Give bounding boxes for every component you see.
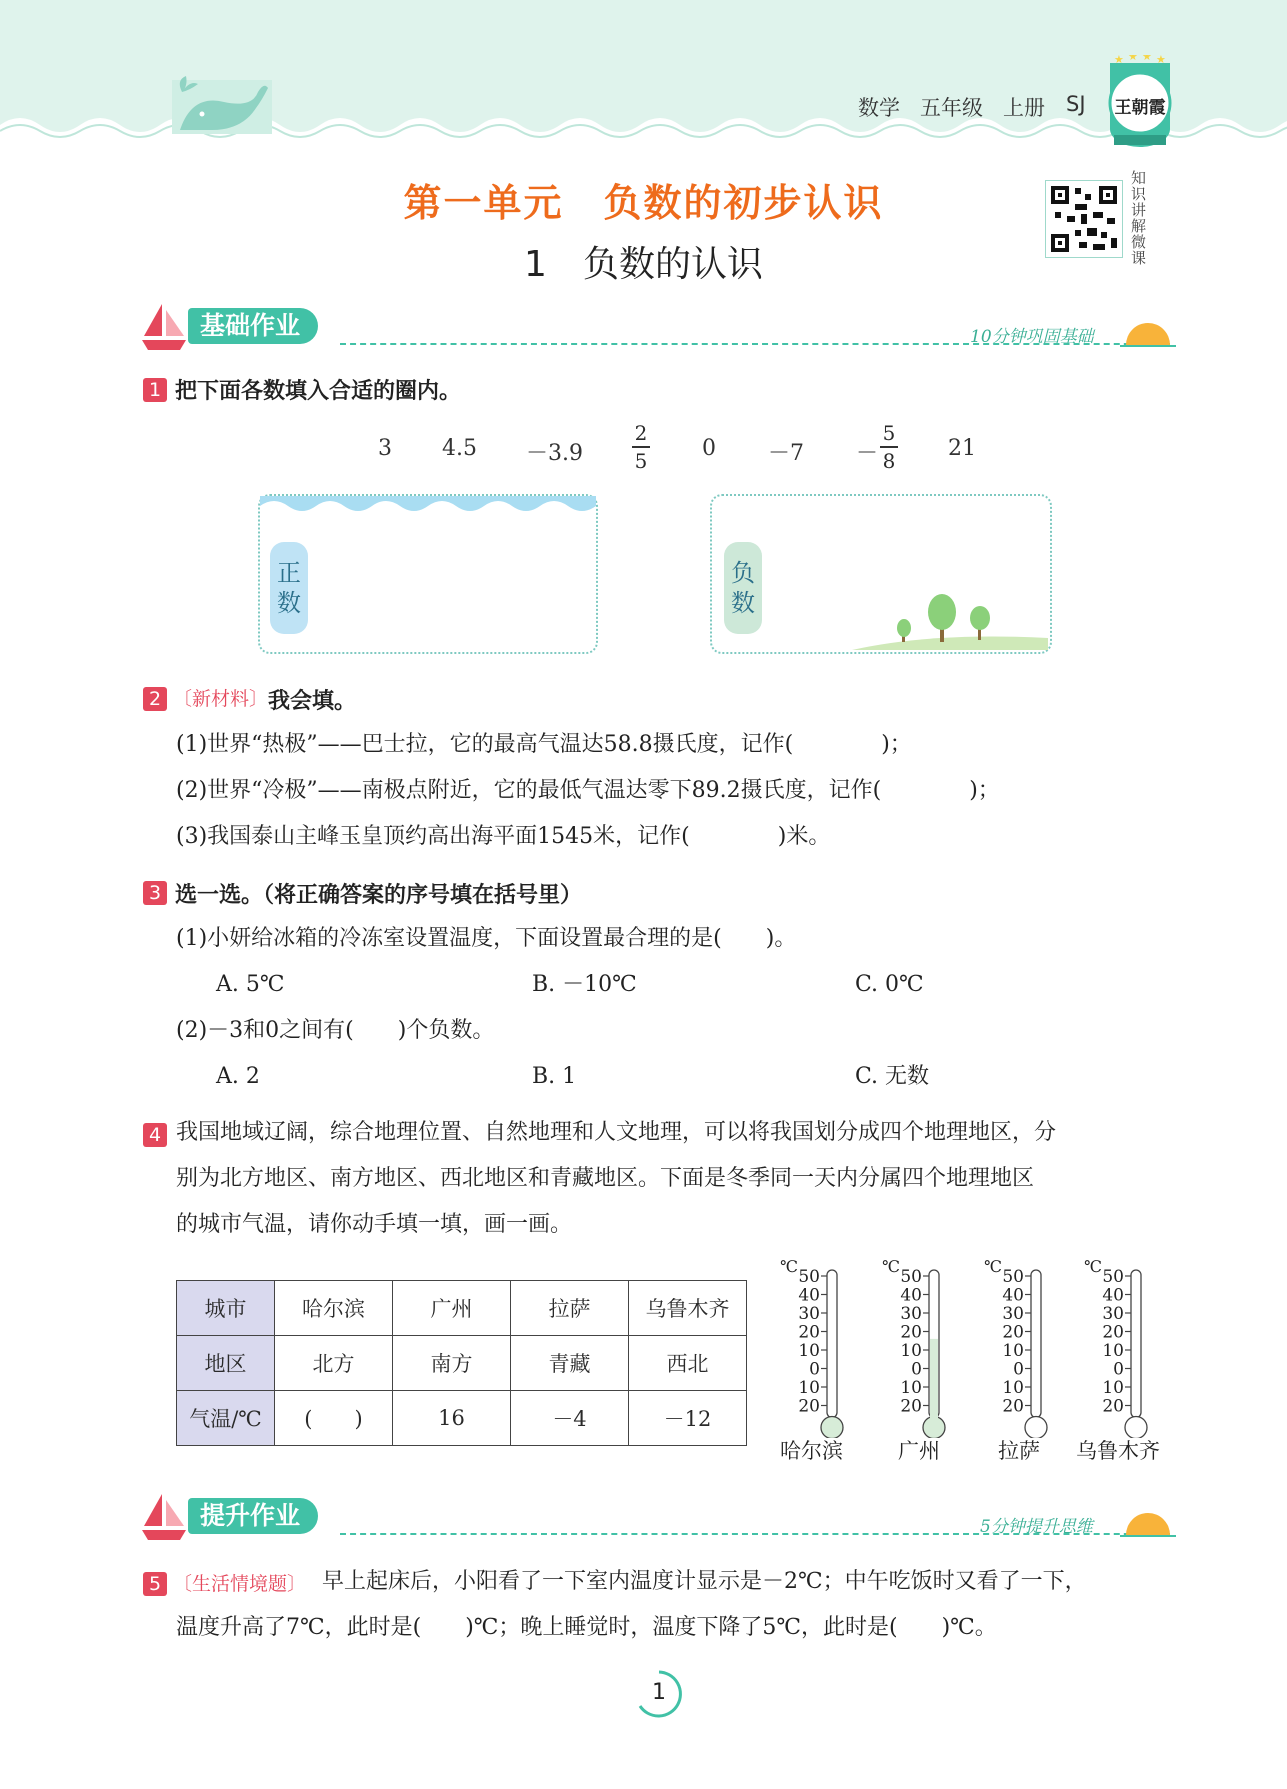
question-line: 的城市气温，请你动手填一填，画一画。 — [176, 1212, 573, 1237]
trees-decoration — [852, 582, 1048, 650]
tick-label: 10 — [1102, 1378, 1124, 1398]
tick-label: 20 — [1002, 1396, 1024, 1417]
number-item: －7 — [768, 441, 804, 466]
number-item: 3 — [378, 436, 392, 461]
thermometer-label: 乌鲁木齐 — [1076, 1439, 1160, 1463]
brand-text: 王朝霞 — [1114, 98, 1166, 118]
thermometer-unit: ℃ — [1084, 1258, 1102, 1276]
question-number: 4 — [143, 1123, 167, 1147]
temperature-table — [176, 1280, 747, 1446]
option-c[interactable]: C. 0℃ — [855, 972, 924, 997]
tick-label: 10 — [1002, 1378, 1024, 1398]
tick-label: 10 — [1002, 1341, 1024, 1361]
tick-label: 20 — [1102, 1322, 1124, 1343]
tick-label: 10 — [900, 1378, 922, 1398]
table-cell: 青藏 — [511, 1336, 629, 1391]
fraction-sign: － — [856, 441, 879, 466]
option-a[interactable]: A. 5℃ — [216, 972, 285, 997]
qr-code-icon[interactable] — [1045, 180, 1123, 258]
tick-label: 50 — [900, 1267, 922, 1287]
fraction-numerator: 2 — [634, 421, 648, 445]
table-cell: 哈尔滨 — [275, 1281, 393, 1336]
question-title: 选一选。（将正确答案的序号填在括号里） — [175, 883, 583, 908]
thermometer-label: 拉萨 — [998, 1439, 1040, 1463]
question-line: (2)世界“冷极”——南极点附近，它的最低气温达零下89.2摄氏度，记作( )； — [176, 778, 1000, 803]
tick-label: 0 — [1113, 1359, 1124, 1380]
question-number: 2 — [143, 687, 167, 711]
tick-label: 30 — [900, 1304, 922, 1324]
positive-number-box[interactable] — [258, 494, 598, 654]
unit-title: 第一单元 负数的初步认识 — [403, 181, 884, 225]
tick-label: 10 — [1102, 1341, 1124, 1361]
brand-badge — [1100, 55, 1180, 150]
tick-label: 20 — [900, 1322, 922, 1343]
thermometer-group — [776, 1258, 1176, 1438]
question-tag: 〔新材料〕 — [173, 688, 269, 710]
table-cell: 广州 — [393, 1281, 511, 1336]
thermometer-unit: ℃ — [780, 1258, 798, 1276]
section-basic-note: 10分钟巩固基础 — [970, 327, 1094, 347]
table-cell: 乌鲁木齐 — [629, 1281, 747, 1336]
number-item: －3.9 — [526, 441, 583, 466]
row-header: 城市 — [177, 1281, 275, 1336]
volume-label: 上册 — [1003, 96, 1045, 120]
fraction-positive — [632, 422, 650, 472]
question-line: 我国地域辽阔，综合地理位置、自然地理和人文地理，可以将我国划分成四个地理地区，分 — [176, 1120, 1057, 1145]
tick-label: 10 — [798, 1341, 820, 1361]
tick-label: 10 — [900, 1341, 922, 1361]
sailboat-icon — [140, 300, 188, 352]
negative-number-box[interactable] — [710, 494, 1052, 654]
option-b[interactable]: B. 1 — [532, 1064, 577, 1089]
table-row — [177, 1336, 747, 1391]
question-tag: 〔生活情境题〕 — [173, 1573, 307, 1595]
tick-label: 0 — [809, 1359, 820, 1380]
thermometer-tube — [827, 1270, 837, 1418]
tick-label: 50 — [1002, 1267, 1024, 1287]
question-line: (3)我国泰山主峰玉皇顶约高出海平面1545米，记作( )米。 — [176, 824, 831, 849]
mercury-level — [930, 1339, 938, 1420]
section-advanced-note: 5分钟提升思维 — [980, 1517, 1093, 1537]
tick-label: 20 — [798, 1396, 820, 1417]
qr-label: 知识讲解微课 — [1131, 169, 1147, 267]
fraction-denominator: 8 — [882, 448, 896, 473]
lesson-title: 1 负数的认识 — [524, 244, 763, 285]
table-cell: 西北 — [629, 1336, 747, 1391]
question-line: (1)世界“热极”——巴士拉，它的最高气温达58.8摄氏度，记作( )； — [176, 732, 912, 757]
number-item: 0 — [702, 436, 716, 461]
tick-label: 0 — [911, 1359, 922, 1380]
tick-label: 0 — [1013, 1359, 1024, 1380]
tick-label: 40 — [1102, 1285, 1124, 1306]
question-line: 早上起床后，小阳看了一下室内温度计显示是－2℃；中午吃饭时又看了一下， — [322, 1569, 1087, 1594]
fraction-numerator: 5 — [882, 421, 896, 445]
tick-label: 40 — [798, 1285, 820, 1306]
question-number: 3 — [143, 881, 167, 905]
option-a[interactable]: A. 2 — [216, 1064, 260, 1089]
svg-text:★: ★ — [1128, 55, 1138, 63]
question-number: 5 — [143, 1572, 167, 1596]
table-cell: －12 — [629, 1391, 747, 1446]
thermometer[interactable] — [776, 1258, 876, 1438]
tick-label: 40 — [1002, 1285, 1024, 1306]
question-line: (1)小妍给冰箱的冷冻室设置温度，下面设置最合理的是( )。 — [176, 926, 797, 951]
table-cell: －4 — [511, 1391, 629, 1446]
question-title: 我会填。 — [268, 689, 357, 714]
answer-cell[interactable]: ( ) — [275, 1391, 393, 1446]
sailboat-icon — [140, 1490, 188, 1542]
question-text: 把下面各数填入合适的圈内。 — [175, 379, 462, 404]
thermometer[interactable] — [1080, 1258, 1180, 1438]
question-line: 别为北方地区、南方地区、西北地区和青藏地区。下面是冬季同一天内分属四个地理地区 — [176, 1166, 1035, 1191]
svg-text:★: ★ — [1114, 55, 1124, 66]
svg-text:★: ★ — [1142, 55, 1152, 63]
thermometer-tube — [1131, 1270, 1141, 1418]
option-c[interactable]: C. 无数 — [855, 1064, 930, 1089]
whale-icon — [172, 72, 272, 134]
negative-label: 负数 — [724, 542, 762, 634]
thermometer-tube — [1031, 1270, 1041, 1418]
tick-label: 20 — [1002, 1322, 1024, 1343]
thermometer-unit: ℃ — [984, 1258, 1002, 1276]
fraction-negative — [880, 422, 898, 472]
table-row — [177, 1281, 747, 1336]
table-cell: 北方 — [275, 1336, 393, 1391]
sunset-icon — [1120, 1505, 1176, 1539]
thermometer-label: 广州 — [898, 1439, 940, 1463]
tick-label: 20 — [798, 1322, 820, 1343]
tick-label: 10 — [798, 1378, 820, 1398]
tick-label: 20 — [1102, 1396, 1124, 1417]
number-item: 21 — [948, 436, 976, 461]
subject-label: 数学 — [858, 96, 900, 120]
svg-text:★: ★ — [1156, 55, 1166, 66]
page-number: 1 — [652, 1680, 666, 1705]
question-line: (2)－3和0之间有( )个负数。 — [176, 1018, 495, 1043]
table-cell: 拉萨 — [511, 1281, 629, 1336]
fraction-denominator: 5 — [634, 448, 648, 473]
thermometer[interactable] — [878, 1258, 978, 1438]
table-cell: 南方 — [393, 1336, 511, 1391]
grade-label: 五年级 — [920, 96, 983, 120]
tick-label: 20 — [900, 1396, 922, 1417]
table-cell: 16 — [393, 1391, 511, 1446]
section-basic-label: 基础作业 — [188, 308, 318, 344]
edition-label: SJ — [1066, 92, 1086, 116]
water-wave-decoration — [260, 496, 596, 518]
tick-label: 30 — [798, 1304, 820, 1324]
row-header: 地区 — [177, 1336, 275, 1391]
section-advanced-label: 提升作业 — [188, 1498, 318, 1534]
question-number: 1 — [143, 378, 167, 402]
tick-label: 40 — [900, 1285, 922, 1306]
row-header: 气温/℃ — [177, 1391, 275, 1446]
sunset-icon — [1120, 315, 1176, 349]
thermometer-unit: ℃ — [882, 1258, 900, 1276]
number-item: 4.5 — [442, 436, 477, 461]
tick-label: 30 — [1102, 1304, 1124, 1324]
tick-label: 50 — [798, 1267, 820, 1287]
tick-label: 50 — [1102, 1267, 1124, 1287]
thermometer[interactable] — [980, 1258, 1080, 1438]
table-row — [177, 1391, 747, 1446]
question-line: 温度升高了7℃，此时是( )℃；晚上睡觉时，温度下降了5℃，此时是( )℃。 — [176, 1615, 997, 1640]
tick-label: 30 — [1002, 1304, 1024, 1324]
option-b[interactable]: B. －10℃ — [532, 972, 637, 997]
positive-label: 正数 — [270, 542, 308, 634]
thermometer-label: 哈尔滨 — [780, 1439, 843, 1463]
